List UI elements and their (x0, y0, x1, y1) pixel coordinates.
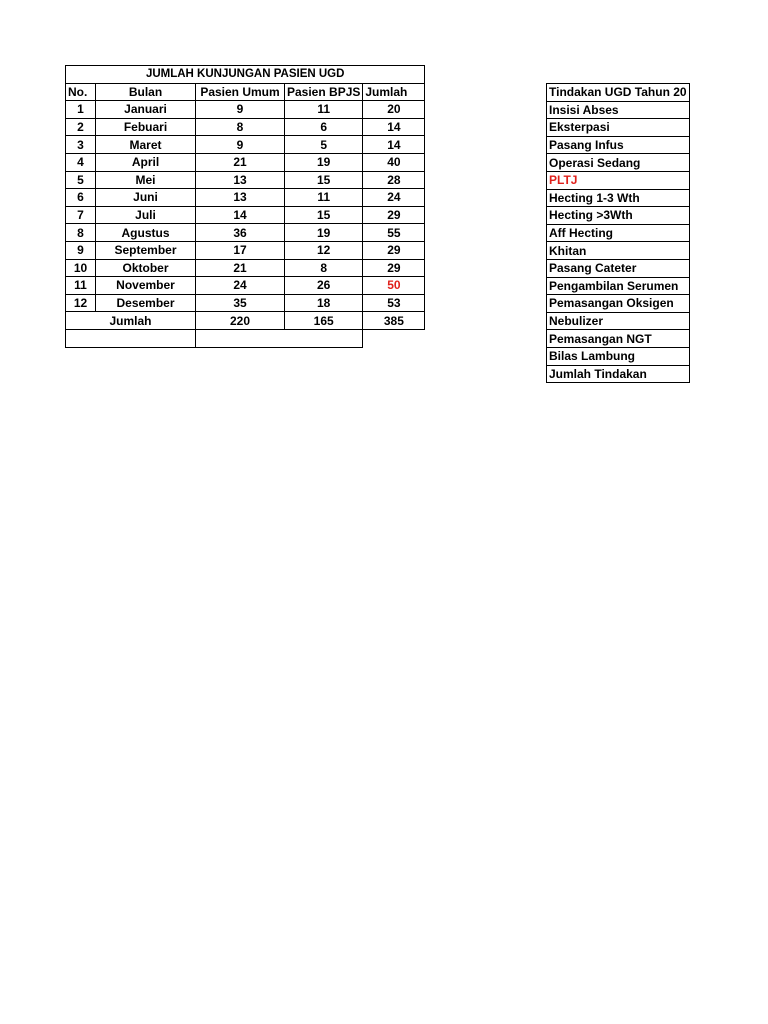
header-jumlah: Jumlah (363, 83, 425, 101)
total-label: Jumlah (66, 312, 196, 330)
row-jumlah: 50 (363, 277, 425, 295)
total-umum: 220 (196, 312, 285, 330)
action-item: Khitan (547, 242, 690, 260)
row-umum: 8 (196, 118, 285, 136)
row-jumlah: 14 (363, 136, 425, 154)
row-bulan: Januari (96, 101, 196, 119)
row-umum: 14 (196, 206, 285, 224)
action-item: Hecting 1-3 Wth (547, 189, 690, 207)
row-bpjs: 18 (285, 294, 363, 312)
row-bpjs: 19 (285, 153, 363, 171)
table-row (66, 259, 425, 277)
table-row (66, 171, 425, 189)
list-item (547, 171, 690, 189)
row-bpjs: 6 (285, 118, 363, 136)
list-item (547, 347, 690, 365)
blank-cell-empty (363, 329, 425, 347)
row-bpjs: 12 (285, 241, 363, 259)
list-item (547, 365, 690, 383)
table-row (66, 241, 425, 259)
header-row (66, 83, 425, 101)
total-jumlah: 385 (363, 312, 425, 330)
table-row (66, 118, 425, 136)
action-item: PLTJ (547, 171, 690, 189)
table-row (66, 294, 425, 312)
row-umum: 21 (196, 153, 285, 171)
row-bulan: Maret (96, 136, 196, 154)
row-bulan: Oktober (96, 259, 196, 277)
row-no: 8 (66, 224, 96, 242)
row-bulan: April (96, 153, 196, 171)
row-umum: 9 (196, 101, 285, 119)
action-item: Operasi Sedang (547, 154, 690, 172)
blank-cell-right (196, 329, 363, 347)
row-no: 10 (66, 259, 96, 277)
row-no: 2 (66, 118, 96, 136)
row-no: 5 (66, 171, 96, 189)
blank-cell-left (66, 329, 196, 347)
table-row (66, 101, 425, 119)
row-no: 4 (66, 153, 96, 171)
row-jumlah: 55 (363, 224, 425, 242)
row-bulan: Desember (96, 294, 196, 312)
row-jumlah: 28 (363, 171, 425, 189)
row-jumlah: 24 (363, 189, 425, 207)
list-item (547, 277, 690, 295)
list-item (547, 224, 690, 242)
row-bulan: Juni (96, 189, 196, 207)
row-bpjs: 11 (285, 101, 363, 119)
row-jumlah: 40 (363, 153, 425, 171)
action-item: Pasang Infus (547, 136, 690, 154)
row-bpjs: 11 (285, 189, 363, 207)
row-bulan: November (96, 277, 196, 295)
title-row (66, 66, 425, 84)
list-item (547, 189, 690, 207)
row-umum: 36 (196, 224, 285, 242)
total-row (66, 312, 425, 330)
row-bpjs: 15 (285, 206, 363, 224)
row-jumlah: 14 (363, 118, 425, 136)
list-item (547, 259, 690, 277)
actions-table (546, 83, 690, 383)
row-umum: 13 (196, 189, 285, 207)
row-bpjs: 19 (285, 224, 363, 242)
row-jumlah: 53 (363, 294, 425, 312)
action-item: Pemasangan Oksigen (547, 295, 690, 313)
row-bpjs: 5 (285, 136, 363, 154)
row-no: 6 (66, 189, 96, 207)
header-no: No. (66, 83, 96, 101)
action-item: Pengambilan Serumen (547, 277, 690, 295)
row-no: 7 (66, 206, 96, 224)
row-jumlah: 29 (363, 206, 425, 224)
actions-header: Tindakan UGD Tahun 20 (547, 84, 690, 102)
table-row (66, 189, 425, 207)
table-row (66, 224, 425, 242)
table-title: JUMLAH KUNJUNGAN PASIEN UGD (66, 66, 425, 84)
list-item (547, 119, 690, 137)
row-bulan: September (96, 241, 196, 259)
row-bulan: Agustus (96, 224, 196, 242)
table-row (66, 277, 425, 295)
row-no: 9 (66, 241, 96, 259)
list-item (547, 330, 690, 348)
visits-table (65, 65, 425, 348)
action-item: Hecting >3Wth (547, 207, 690, 225)
list-item (547, 101, 690, 119)
row-umum: 35 (196, 294, 285, 312)
row-jumlah: 20 (363, 101, 425, 119)
action-item: Pasang Cateter (547, 259, 690, 277)
list-item (547, 207, 690, 225)
row-bulan: Juli (96, 206, 196, 224)
row-bulan: Febuari (96, 118, 196, 136)
list-item (547, 136, 690, 154)
action-item: Bilas Lambung (547, 347, 690, 365)
row-no: 3 (66, 136, 96, 154)
list-item (547, 312, 690, 330)
header-pasien-umum: Pasien Umum (196, 83, 285, 101)
blank-row (66, 329, 425, 347)
header-bulan: Bulan (96, 83, 196, 101)
row-jumlah: 29 (363, 259, 425, 277)
row-umum: 17 (196, 241, 285, 259)
row-umum: 21 (196, 259, 285, 277)
row-umum: 24 (196, 277, 285, 295)
row-umum: 13 (196, 171, 285, 189)
row-bpjs: 15 (285, 171, 363, 189)
list-item (547, 154, 690, 172)
action-item: Eksterpasi (547, 119, 690, 137)
total-bpjs: 165 (285, 312, 363, 330)
action-item: Pemasangan NGT (547, 330, 690, 348)
table-row (66, 206, 425, 224)
header-pasien-bpjs: Pasien BPJS (285, 83, 363, 101)
action-item: Jumlah Tindakan (547, 365, 690, 383)
row-no: 12 (66, 294, 96, 312)
row-bpjs: 8 (285, 259, 363, 277)
row-bulan: Mei (96, 171, 196, 189)
row-no: 1 (66, 101, 96, 119)
row-umum: 9 (196, 136, 285, 154)
row-bpjs: 26 (285, 277, 363, 295)
table-row (66, 136, 425, 154)
action-item: Insisi Abses (547, 101, 690, 119)
action-item: Nebulizer (547, 312, 690, 330)
action-item: Aff Hecting (547, 224, 690, 242)
table-row (66, 153, 425, 171)
actions-header-row (547, 84, 690, 102)
list-item (547, 242, 690, 260)
list-item (547, 295, 690, 313)
row-no: 11 (66, 277, 96, 295)
row-jumlah: 29 (363, 241, 425, 259)
